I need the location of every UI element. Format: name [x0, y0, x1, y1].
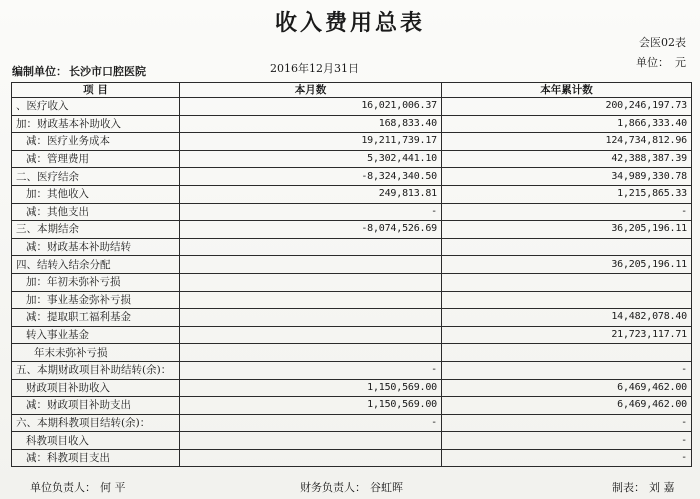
org-name: 长沙市口腔医院 — [69, 65, 146, 78]
table-row — [12, 185, 692, 203]
organization — [12, 63, 146, 79]
table-row — [12, 449, 692, 467]
row-month-value: - — [180, 414, 442, 432]
preparer-label: 制表： — [612, 481, 645, 494]
row-year-value: - — [442, 414, 692, 432]
row-year-value: - — [442, 203, 692, 221]
row-item: 减：医疗业务成本 — [12, 133, 180, 151]
table-row — [12, 309, 692, 327]
row-item: 减：科教项目支出 — [12, 449, 180, 467]
table-row — [12, 256, 692, 274]
table-row — [12, 273, 692, 291]
row-year-value: 42,388,387.39 — [442, 150, 692, 168]
row-item: 减：财政基本补助结转 — [12, 238, 180, 256]
row-item: 科教项目收入 — [12, 432, 180, 450]
row-item: 加：财政基本补助收入 — [12, 115, 180, 133]
row-month-value: -8,074,526.69 — [180, 221, 442, 239]
report-title: 收入费用总表 — [274, 10, 425, 36]
finance-head-label: 财务负责人： — [300, 481, 366, 494]
table-row — [12, 291, 692, 309]
row-year-value — [442, 238, 692, 256]
row-item: 转入事业基金 — [12, 326, 180, 344]
row-month-value: 168,833.40 — [180, 115, 442, 133]
row-year-value: 34,989,330.78 — [442, 168, 692, 186]
row-item: 六、本期科教项目结转(余)： — [12, 414, 180, 432]
unit-head-name: 何 平 — [100, 481, 126, 494]
row-year-value: 1,866,333.40 — [442, 115, 692, 133]
table-row — [12, 379, 692, 397]
row-item: 、医疗收入 — [12, 98, 180, 116]
row-year-value: 21,723,117.71 — [442, 326, 692, 344]
row-item: 减：其他支出 — [12, 203, 180, 221]
row-year-value — [442, 273, 692, 291]
row-month-value: 1,150,569.00 — [180, 397, 442, 415]
column-header-item: 项 目 — [12, 83, 180, 98]
row-item: 年末未弥补亏损 — [12, 344, 180, 362]
unit-head-signature — [30, 479, 126, 495]
org-label: 编制单位： — [12, 65, 67, 78]
report-date: 2016年12月31日 — [270, 62, 359, 75]
row-month-value — [180, 326, 442, 344]
row-month-value: - — [180, 361, 442, 379]
row-item: 四、结转入结余分配 — [12, 256, 180, 274]
table-row — [12, 115, 692, 133]
table-header-row — [12, 83, 692, 98]
row-month-value — [180, 273, 442, 291]
row-year-value: 14,482,078.40 — [442, 309, 692, 327]
row-item: 五、本期财政项目补助结转(余)： — [12, 361, 180, 379]
row-year-value: 6,469,462.00 — [442, 379, 692, 397]
row-year-value: 200,246,197.73 — [442, 98, 692, 116]
row-month-value: - — [180, 203, 442, 221]
row-month-value: -8,324,340.50 — [180, 168, 442, 186]
column-header-month: 本月数 — [180, 83, 442, 98]
column-header-year: 本年累计数 — [442, 83, 692, 98]
row-item: 减：财政项目补助支出 — [12, 397, 180, 415]
table-row — [12, 414, 692, 432]
row-year-value: - — [442, 432, 692, 450]
row-month-value: 5,302,441.10 — [180, 150, 442, 168]
form-code: 会医02表 — [639, 36, 686, 49]
table-row — [12, 238, 692, 256]
row-item: 二、医疗结余 — [12, 168, 180, 186]
finance-head-signature — [300, 479, 403, 495]
row-year-value: - — [442, 361, 692, 379]
unit-label: 单位： — [636, 56, 669, 69]
row-month-value — [180, 256, 442, 274]
income-expense-table — [11, 82, 692, 467]
row-item: 加：年初未弥补亏损 — [12, 273, 180, 291]
table-row — [12, 361, 692, 379]
table-row — [12, 133, 692, 151]
row-month-value: 16,021,006.37 — [180, 98, 442, 116]
row-month-value: 1,150,569.00 — [180, 379, 442, 397]
row-year-value: 1,215,865.33 — [442, 185, 692, 203]
row-item: 三、本期结余 — [12, 221, 180, 239]
table-row — [12, 150, 692, 168]
row-month-value — [180, 344, 442, 362]
table-row — [12, 98, 692, 116]
table-row — [12, 168, 692, 186]
row-year-value: 36,205,196.11 — [442, 256, 692, 274]
row-month-value — [180, 291, 442, 309]
row-year-value — [442, 344, 692, 362]
row-item: 减：管理费用 — [12, 150, 180, 168]
table-row — [12, 397, 692, 415]
table-row — [12, 432, 692, 450]
row-month-value: 249,813.81 — [180, 185, 442, 203]
row-item: 加：事业基金弥补亏损 — [12, 291, 180, 309]
row-month-value — [180, 449, 442, 467]
currency-unit — [636, 54, 686, 70]
table-row — [12, 221, 692, 239]
row-year-value: - — [442, 449, 692, 467]
row-month-value — [180, 432, 442, 450]
row-item: 减：提取职工福利基金 — [12, 309, 180, 327]
preparer-name: 刘 嘉 — [649, 481, 675, 494]
row-year-value: 36,205,196.11 — [442, 221, 692, 239]
row-year-value: 6,469,462.00 — [442, 397, 692, 415]
row-year-value: 124,734,812.96 — [442, 133, 692, 151]
preparer-signature — [612, 479, 675, 495]
unit-head-label: 单位负责人： — [30, 481, 96, 494]
row-month-value — [180, 238, 442, 256]
table-row — [12, 344, 692, 362]
row-year-value — [442, 291, 692, 309]
table-row — [12, 203, 692, 221]
row-month-value — [180, 309, 442, 327]
row-item: 财政项目补助收入 — [12, 379, 180, 397]
row-month-value: 19,211,739.17 — [180, 133, 442, 151]
table-row — [12, 326, 692, 344]
unit-value: 元 — [675, 56, 686, 69]
finance-head-name: 谷虹晖 — [370, 481, 403, 494]
row-item: 加：其他收入 — [12, 185, 180, 203]
